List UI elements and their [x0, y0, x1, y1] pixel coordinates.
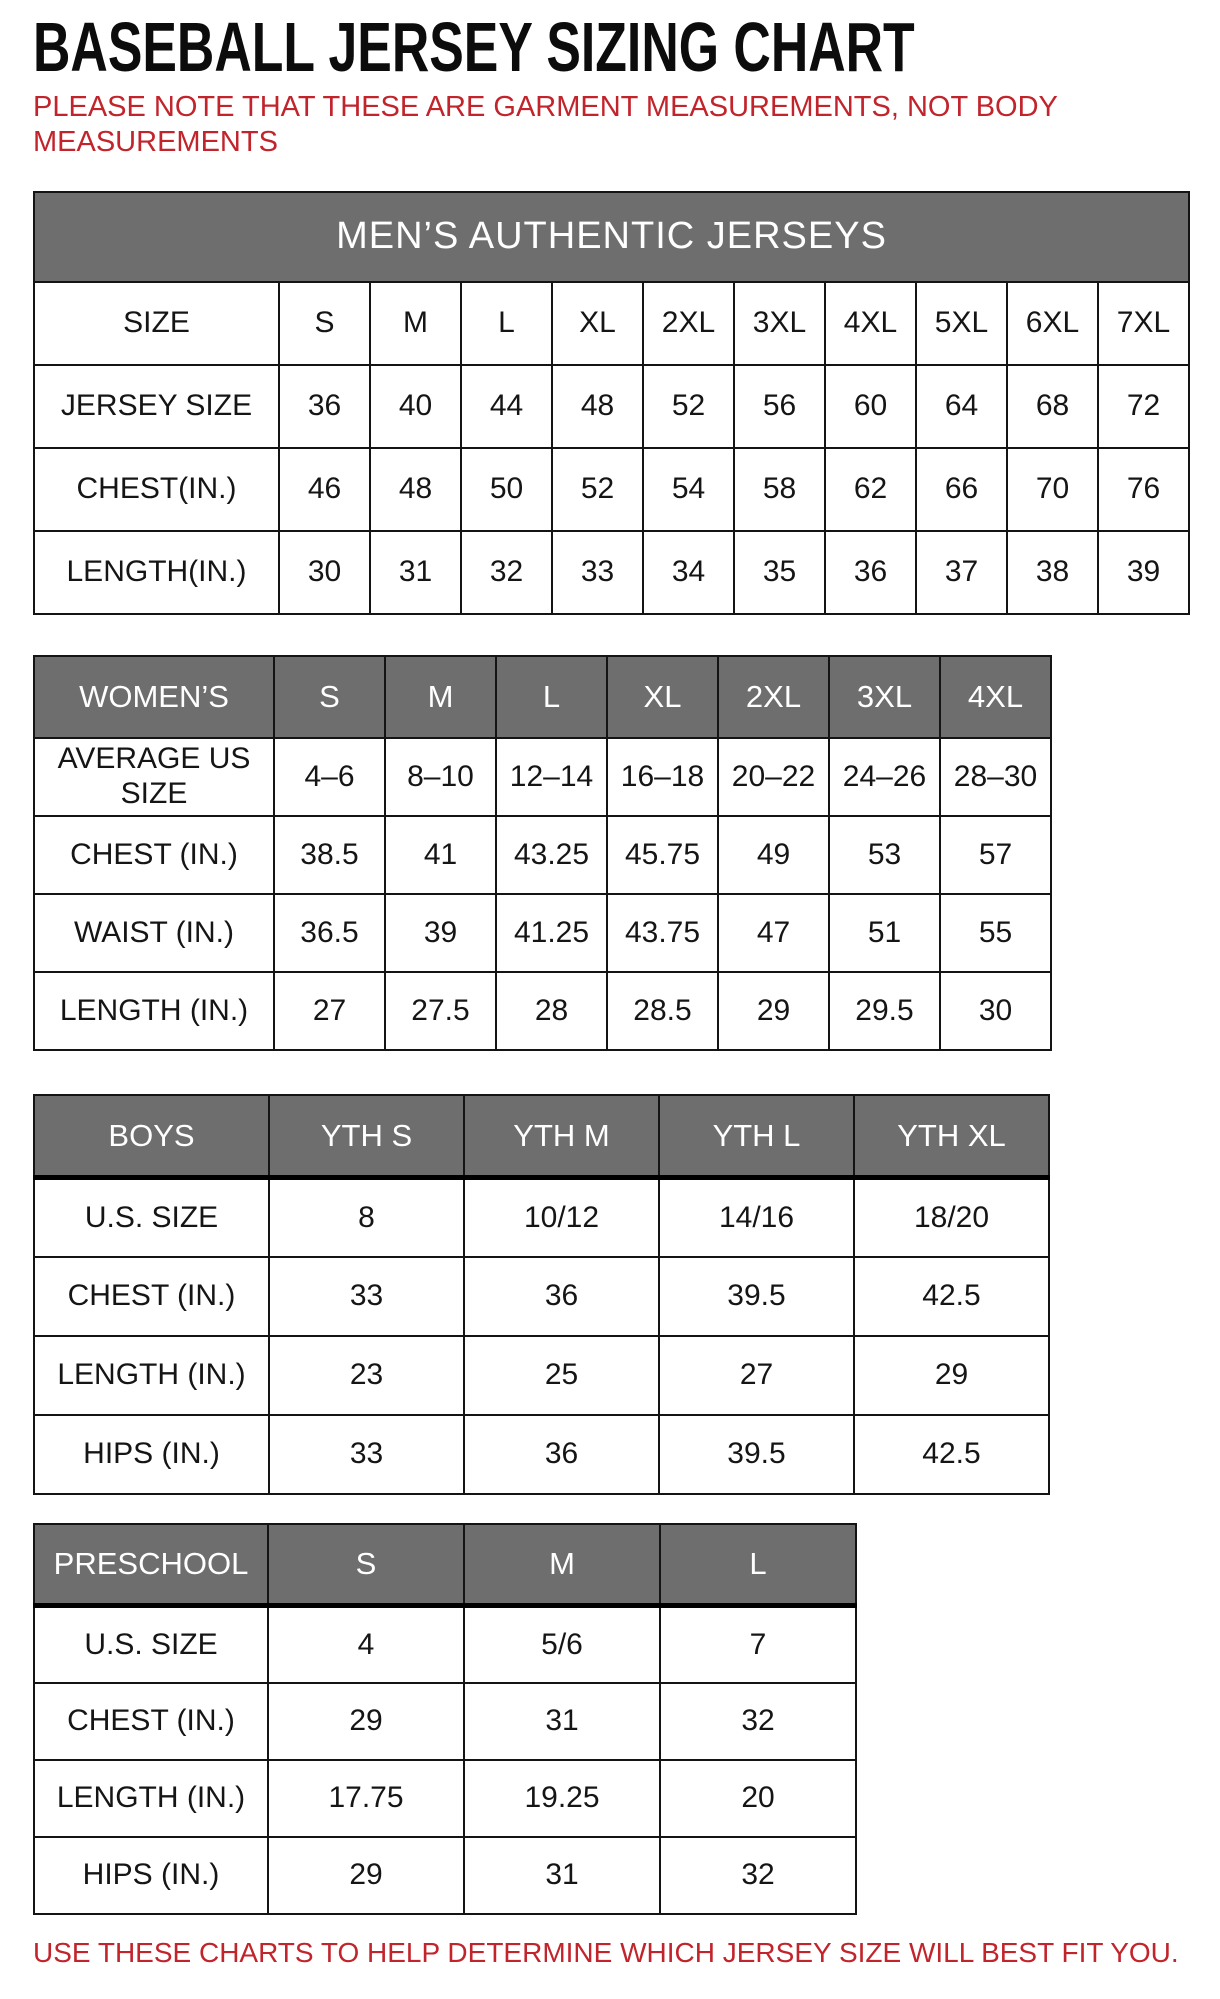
mens-authentic-jerseys-table	[33, 191, 1190, 615]
value-cell: 28	[496, 972, 607, 1050]
header-cell: M	[385, 656, 496, 738]
row-label-cell: U.S. SIZE	[34, 1606, 268, 1683]
row-label-cell: WAIST (IN.)	[34, 894, 274, 972]
value-cell: 62	[825, 448, 916, 531]
value-cell: 4XL	[825, 282, 916, 365]
value-cell: 48	[370, 448, 461, 531]
header-cell: XL	[607, 656, 718, 738]
value-cell: 38	[1007, 531, 1098, 614]
table-row	[34, 1415, 1049, 1494]
value-cell: 41	[385, 816, 496, 894]
value-cell: 44	[461, 365, 552, 448]
value-cell: 31	[370, 531, 461, 614]
value-cell: 51	[829, 894, 940, 972]
value-cell: 5/6	[464, 1606, 660, 1683]
row-label-cell: HIPS (IN.)	[34, 1415, 269, 1494]
table-row	[34, 1606, 856, 1683]
row-label-cell: HIPS (IN.)	[34, 1837, 268, 1914]
table-row	[34, 365, 1189, 448]
row-label-cell: LENGTH(IN.)	[34, 531, 279, 614]
header-cell: S	[274, 656, 385, 738]
value-cell: 37	[916, 531, 1007, 614]
value-cell: 7XL	[1098, 282, 1189, 365]
value-cell: 55	[940, 894, 1051, 972]
value-cell: XL	[552, 282, 643, 365]
value-cell: 30	[279, 531, 370, 614]
value-cell: 30	[940, 972, 1051, 1050]
value-cell: 35	[734, 531, 825, 614]
table-row	[34, 972, 1051, 1050]
table-row	[34, 531, 1189, 614]
value-cell: 43.25	[496, 816, 607, 894]
value-cell: 8	[269, 1178, 464, 1257]
value-cell: 27	[274, 972, 385, 1050]
value-cell: 72	[1098, 365, 1189, 448]
value-cell: S	[279, 282, 370, 365]
header-cell: 4XL	[940, 656, 1051, 738]
value-cell: 19.25	[464, 1760, 660, 1837]
value-cell: 52	[643, 365, 734, 448]
value-cell: 33	[269, 1415, 464, 1494]
value-cell: 42.5	[854, 1257, 1049, 1336]
header-cell: YTH XL	[854, 1095, 1049, 1178]
value-cell: 29	[854, 1336, 1049, 1415]
value-cell: 25	[464, 1336, 659, 1415]
table-row	[34, 1257, 1049, 1336]
value-cell: 76	[1098, 448, 1189, 531]
row-label-cell: LENGTH (IN.)	[34, 972, 274, 1050]
value-cell: 46	[279, 448, 370, 531]
value-cell: 53	[829, 816, 940, 894]
value-cell: 16–18	[607, 738, 718, 816]
value-cell: 56	[734, 365, 825, 448]
value-cell: 68	[1007, 365, 1098, 448]
value-cell: 3XL	[734, 282, 825, 365]
table-row	[34, 1837, 856, 1914]
value-cell: 32	[660, 1837, 856, 1914]
value-cell: 45.75	[607, 816, 718, 894]
value-cell: 29	[268, 1837, 464, 1914]
value-cell: 36	[279, 365, 370, 448]
row-label-cell: AVERAGE US SIZE	[34, 738, 274, 816]
table-row	[34, 894, 1051, 972]
value-cell: 42.5	[854, 1415, 1049, 1494]
header-cell: BOYS	[34, 1095, 269, 1178]
value-cell: 27	[659, 1336, 854, 1415]
value-cell: 32	[660, 1683, 856, 1760]
value-cell: 8–10	[385, 738, 496, 816]
value-cell: 49	[718, 816, 829, 894]
value-cell: 39	[385, 894, 496, 972]
value-cell: 48	[552, 365, 643, 448]
table-row	[34, 816, 1051, 894]
value-cell: 60	[825, 365, 916, 448]
value-cell: 29	[718, 972, 829, 1050]
value-cell: 2XL	[643, 282, 734, 365]
value-cell: L	[461, 282, 552, 365]
table-row	[34, 282, 1189, 365]
table-banner: MEN’S AUTHENTIC JERSEYS	[34, 192, 1189, 282]
value-cell: 4–6	[274, 738, 385, 816]
value-cell: 39	[1098, 531, 1189, 614]
value-cell: M	[370, 282, 461, 365]
value-cell: 36.5	[274, 894, 385, 972]
header-cell: YTH S	[269, 1095, 464, 1178]
header-cell: L	[660, 1524, 856, 1606]
value-cell: 39.5	[659, 1257, 854, 1336]
value-cell: 32	[461, 531, 552, 614]
garment-measurement-note: PLEASE NOTE THAT THESE ARE GARMENT MEASUREMENTS, NOT BODY MEASUREMENTS	[33, 91, 1058, 159]
table-row	[34, 738, 1051, 816]
value-cell: 36	[825, 531, 916, 614]
row-label-cell: CHEST (IN.)	[34, 1683, 268, 1760]
row-label-cell: JERSEY SIZE	[34, 365, 279, 448]
row-label-cell: CHEST(IN.)	[34, 448, 279, 531]
header-cell: YTH L	[659, 1095, 854, 1178]
value-cell: 70	[1007, 448, 1098, 531]
value-cell: 64	[916, 365, 1007, 448]
value-cell: 47	[718, 894, 829, 972]
header-cell: S	[268, 1524, 464, 1606]
value-cell: 36	[464, 1415, 659, 1494]
value-cell: 20	[660, 1760, 856, 1837]
value-cell: 10/12	[464, 1178, 659, 1257]
row-label-cell: SIZE	[34, 282, 279, 365]
header-cell: 2XL	[718, 656, 829, 738]
preschool-sizing-table	[33, 1523, 857, 1915]
value-cell: 28–30	[940, 738, 1051, 816]
value-cell: 50	[461, 448, 552, 531]
table-row	[34, 1683, 856, 1760]
value-cell: 7	[660, 1606, 856, 1683]
value-cell: 20–22	[718, 738, 829, 816]
fit-advice-footer: USE THESE CHARTS TO HELP DETERMINE WHICH JERSEY SIZE WILL BEST FIT YOU.	[33, 1936, 1179, 1968]
header-cell: YTH M	[464, 1095, 659, 1178]
value-cell: 57	[940, 816, 1051, 894]
value-cell: 43.75	[607, 894, 718, 972]
value-cell: 5XL	[916, 282, 1007, 365]
header-cell: 3XL	[829, 656, 940, 738]
value-cell: 31	[464, 1837, 660, 1914]
table-row	[34, 1336, 1049, 1415]
header-cell: L	[496, 656, 607, 738]
value-cell: 24–26	[829, 738, 940, 816]
value-cell: 40	[370, 365, 461, 448]
table-row	[34, 1178, 1049, 1257]
row-label-cell: CHEST (IN.)	[34, 1257, 269, 1336]
value-cell: 52	[552, 448, 643, 531]
value-cell: 66	[916, 448, 1007, 531]
row-label-cell: LENGTH (IN.)	[34, 1336, 269, 1415]
value-cell: 38.5	[274, 816, 385, 894]
value-cell: 14/16	[659, 1178, 854, 1257]
value-cell: 12–14	[496, 738, 607, 816]
row-label-cell: LENGTH (IN.)	[34, 1760, 268, 1837]
boys-sizing-table	[33, 1094, 1050, 1495]
value-cell: 27.5	[385, 972, 496, 1050]
value-cell: 23	[269, 1336, 464, 1415]
value-cell: 29.5	[829, 972, 940, 1050]
header-cell: WOMEN’S	[34, 656, 274, 738]
header-cell: M	[464, 1524, 660, 1606]
value-cell: 6XL	[1007, 282, 1098, 365]
table-row	[34, 448, 1189, 531]
value-cell: 28.5	[607, 972, 718, 1050]
table-row	[34, 1760, 856, 1837]
page-title: BASEBALL JERSEY SIZING CHART	[33, 8, 915, 86]
value-cell: 36	[464, 1257, 659, 1336]
row-label-cell: U.S. SIZE	[34, 1178, 269, 1257]
value-cell: 41.25	[496, 894, 607, 972]
header-cell: PRESCHOOL	[34, 1524, 268, 1606]
value-cell: 39.5	[659, 1415, 854, 1494]
value-cell: 33	[269, 1257, 464, 1336]
value-cell: 58	[734, 448, 825, 531]
value-cell: 34	[643, 531, 734, 614]
value-cell: 17.75	[268, 1760, 464, 1837]
value-cell: 31	[464, 1683, 660, 1760]
value-cell: 54	[643, 448, 734, 531]
value-cell: 4	[268, 1606, 464, 1683]
value-cell: 18/20	[854, 1178, 1049, 1257]
womens-sizing-table	[33, 655, 1052, 1051]
value-cell: 29	[268, 1683, 464, 1760]
value-cell: 33	[552, 531, 643, 614]
row-label-cell: CHEST (IN.)	[34, 816, 274, 894]
